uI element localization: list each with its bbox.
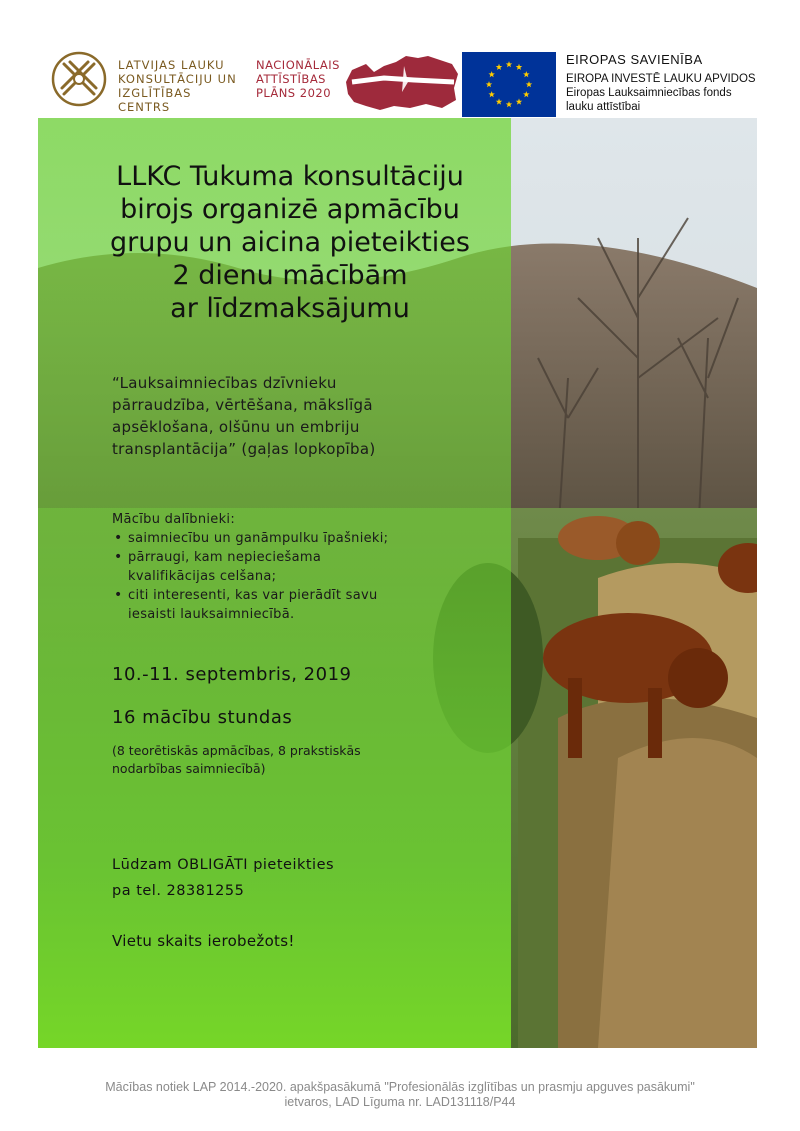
event-date: 10.-11. septembris, 2019 [112, 664, 352, 685]
signup-line: Lūdzam OBLIGĀTI pieteikties [112, 857, 335, 873]
list-item-line: • pārraugi, kam nepieciešama [128, 550, 322, 565]
limited-seats-note: Vietu skaits ierobežots! [112, 932, 295, 950]
signup-info [112, 852, 492, 904]
program-line: “Lauksaimniecības dzīvnieku [112, 374, 337, 392]
eu-text [566, 52, 796, 114]
hours-note-line: (8 teorētiskās apmācības, 8 prakstiskās [112, 743, 361, 758]
footer-line: ietvaros, LAD Līguma nr. LAD131118/P44 [284, 1095, 516, 1109]
program-name [112, 372, 482, 460]
llkc-logo-icon [50, 50, 108, 108]
list-item [128, 586, 452, 624]
eu-line: Eiropas Lauksaimniecības fonds [566, 87, 732, 99]
llkc-line: IZGLĪTĪBAS CENTRS [118, 86, 192, 114]
title-line: grupu un aicina pieteikties [110, 227, 470, 258]
program-line: transplantācija” (gaļas lopkopība) [112, 440, 376, 458]
hours-note-line: nodarbības saimniecībā) [112, 761, 266, 776]
participants-section [112, 510, 452, 624]
header [0, 0, 800, 118]
list-item [128, 529, 452, 548]
list-item [128, 548, 452, 586]
program-line: pārraudzība, vērtēšana, mākslīgā [112, 396, 373, 414]
hours-note [112, 742, 492, 778]
nap-line: ATTĪSTĪBAS [256, 72, 326, 86]
title-line: LLKC Tukuma konsultāciju [116, 161, 464, 192]
program-line: apsēklošana, olšūnu un embriju [112, 418, 360, 436]
eu-line: lauku attīstībai [566, 101, 641, 113]
list-item-line: kvalifikācijas celšana; [128, 569, 277, 584]
list-item-line: • citi interesenti, kas var pierādīt savu [128, 588, 378, 603]
llkc-name [118, 58, 248, 114]
latvia-map-icon [344, 52, 460, 112]
footer-note [60, 1080, 740, 1110]
signup-phone: pa tel. 28381255 [112, 883, 245, 899]
eu-line: EIROPA INVESTĒ LAUKU APVIDOS [566, 73, 756, 85]
participants-list [112, 529, 452, 624]
footer-line: Mācības notiek LAP 2014.-2020. apakšpasākumā "Profesionālās izglītības un prasmju apguves pasākumi" [105, 1080, 695, 1094]
eu-flag-icon [462, 52, 556, 117]
page-title [70, 160, 510, 325]
nap-name [256, 58, 346, 100]
llkc-line: LATVIJAS LAUKU [118, 58, 225, 72]
title-line: ar līdzmaksājumu [170, 293, 410, 324]
llkc-line: KONSULTĀCIJU UN [118, 72, 237, 86]
list-item-line: iesaisti lauksaimniecībā. [128, 607, 295, 622]
title-line: 2 dienu mācībām [172, 260, 408, 291]
list-item-line: • saimniecību un ganāmpulku īpašnieki; [128, 531, 389, 546]
participants-heading: Mācību dalībnieki: [112, 512, 236, 527]
nap-line: PLĀNS 2020 [256, 86, 332, 100]
eu-title: EIROPAS SAVIENĪBA [566, 52, 703, 67]
nap-line: NACIONĀLAIS [256, 58, 340, 72]
training-hours: 16 mācību stundas [112, 707, 293, 728]
title-line: birojs organizē apmācību [120, 194, 460, 225]
